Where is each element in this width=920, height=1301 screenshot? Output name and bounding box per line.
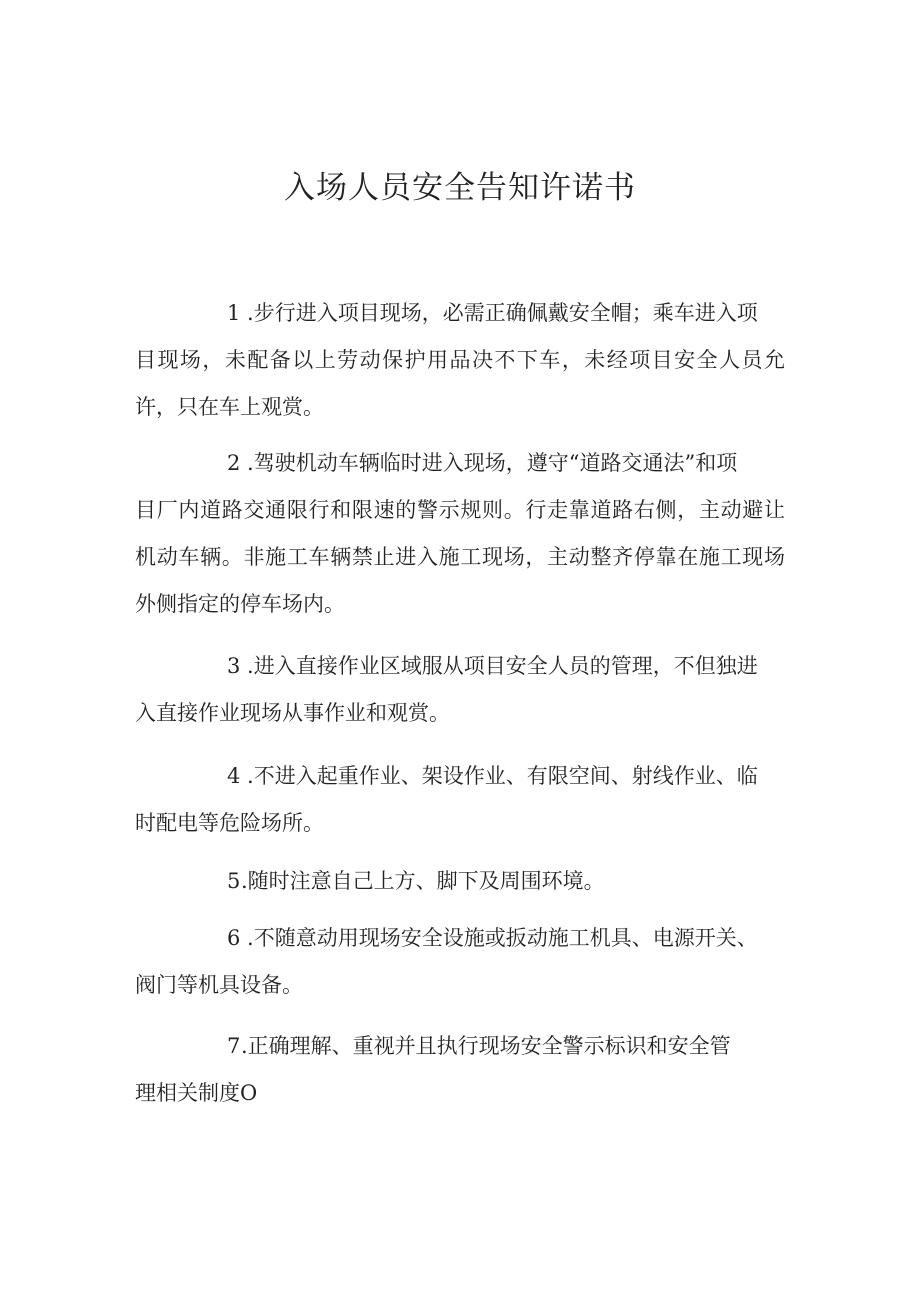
clause-text-rest: 时配电等危险场所。 — [135, 811, 324, 835]
clause-number: 5 — [227, 869, 241, 893]
clause-text: .进入直接作业区域服从项目安全人员的管理，不但独进 — [240, 654, 758, 678]
clause-text: .不随意动用现场安全设施或扳动施工机具、电源开关、 — [240, 926, 758, 950]
clause-text-rest: 理相关制度O — [135, 1081, 258, 1105]
clause-number: 2 — [227, 451, 241, 475]
clause-6 — [135, 915, 785, 1009]
clause-text: .驾驶机动车辆临时进入现场，遵守“道路交通法”和项 — [240, 451, 738, 475]
clause-1 — [135, 290, 785, 431]
clause-7 — [135, 1023, 785, 1117]
clause-text-rest: 目厂内道路交通限行和限速的警示规则。行走靠道路右侧，主动避让机动车辆。非施工车辆禁止进入施工现场，主动整齐停靠在施工现场外侧指定的停车场内。 — [135, 498, 785, 616]
clause-1-first-line — [135, 290, 785, 337]
clause-number: 6 — [227, 926, 241, 950]
document-title: 入场人员安全告知许诺书 — [284, 170, 636, 206]
clause-6-first-line — [135, 915, 785, 962]
clause-text-rest: 阀门等机具设备。 — [135, 973, 303, 997]
clause-text: .步行进入项目现场，必需正确佩戴安全帽；乘车进入项 — [240, 301, 758, 325]
clause-7-first-line — [135, 1023, 785, 1070]
clause-2 — [135, 440, 785, 628]
clause-3 — [135, 643, 785, 737]
clause-text-rest: 入直接作业现场从事作业和观赏。 — [135, 701, 450, 725]
clause-text: .不进入起重作业、架设作业、有限空间、射线作业、临 — [240, 764, 758, 788]
clause-number: 7 — [227, 1034, 241, 1058]
clause-text-rest: 目现场，未配备以上劳动保护用品决不下车，未经项目安全人员允许，只在车上观赏。 — [135, 348, 785, 419]
clause-number: 1 — [227, 301, 241, 325]
clause-5 — [135, 858, 785, 905]
clause-text: .正确理解、重视并且执行现场安全警示标识和安全管 — [241, 1034, 731, 1058]
clause-text: .随时注意自己上方、脚下及周围环境。 — [241, 869, 605, 893]
clause-number: 3 — [227, 654, 241, 678]
clause-4-first-line — [135, 753, 785, 800]
clause-5-first-line — [135, 858, 785, 905]
clause-4 — [135, 753, 785, 847]
clause-2-first-line — [135, 440, 785, 487]
clause-number: 4 — [227, 764, 241, 788]
clause-3-first-line — [135, 643, 785, 690]
